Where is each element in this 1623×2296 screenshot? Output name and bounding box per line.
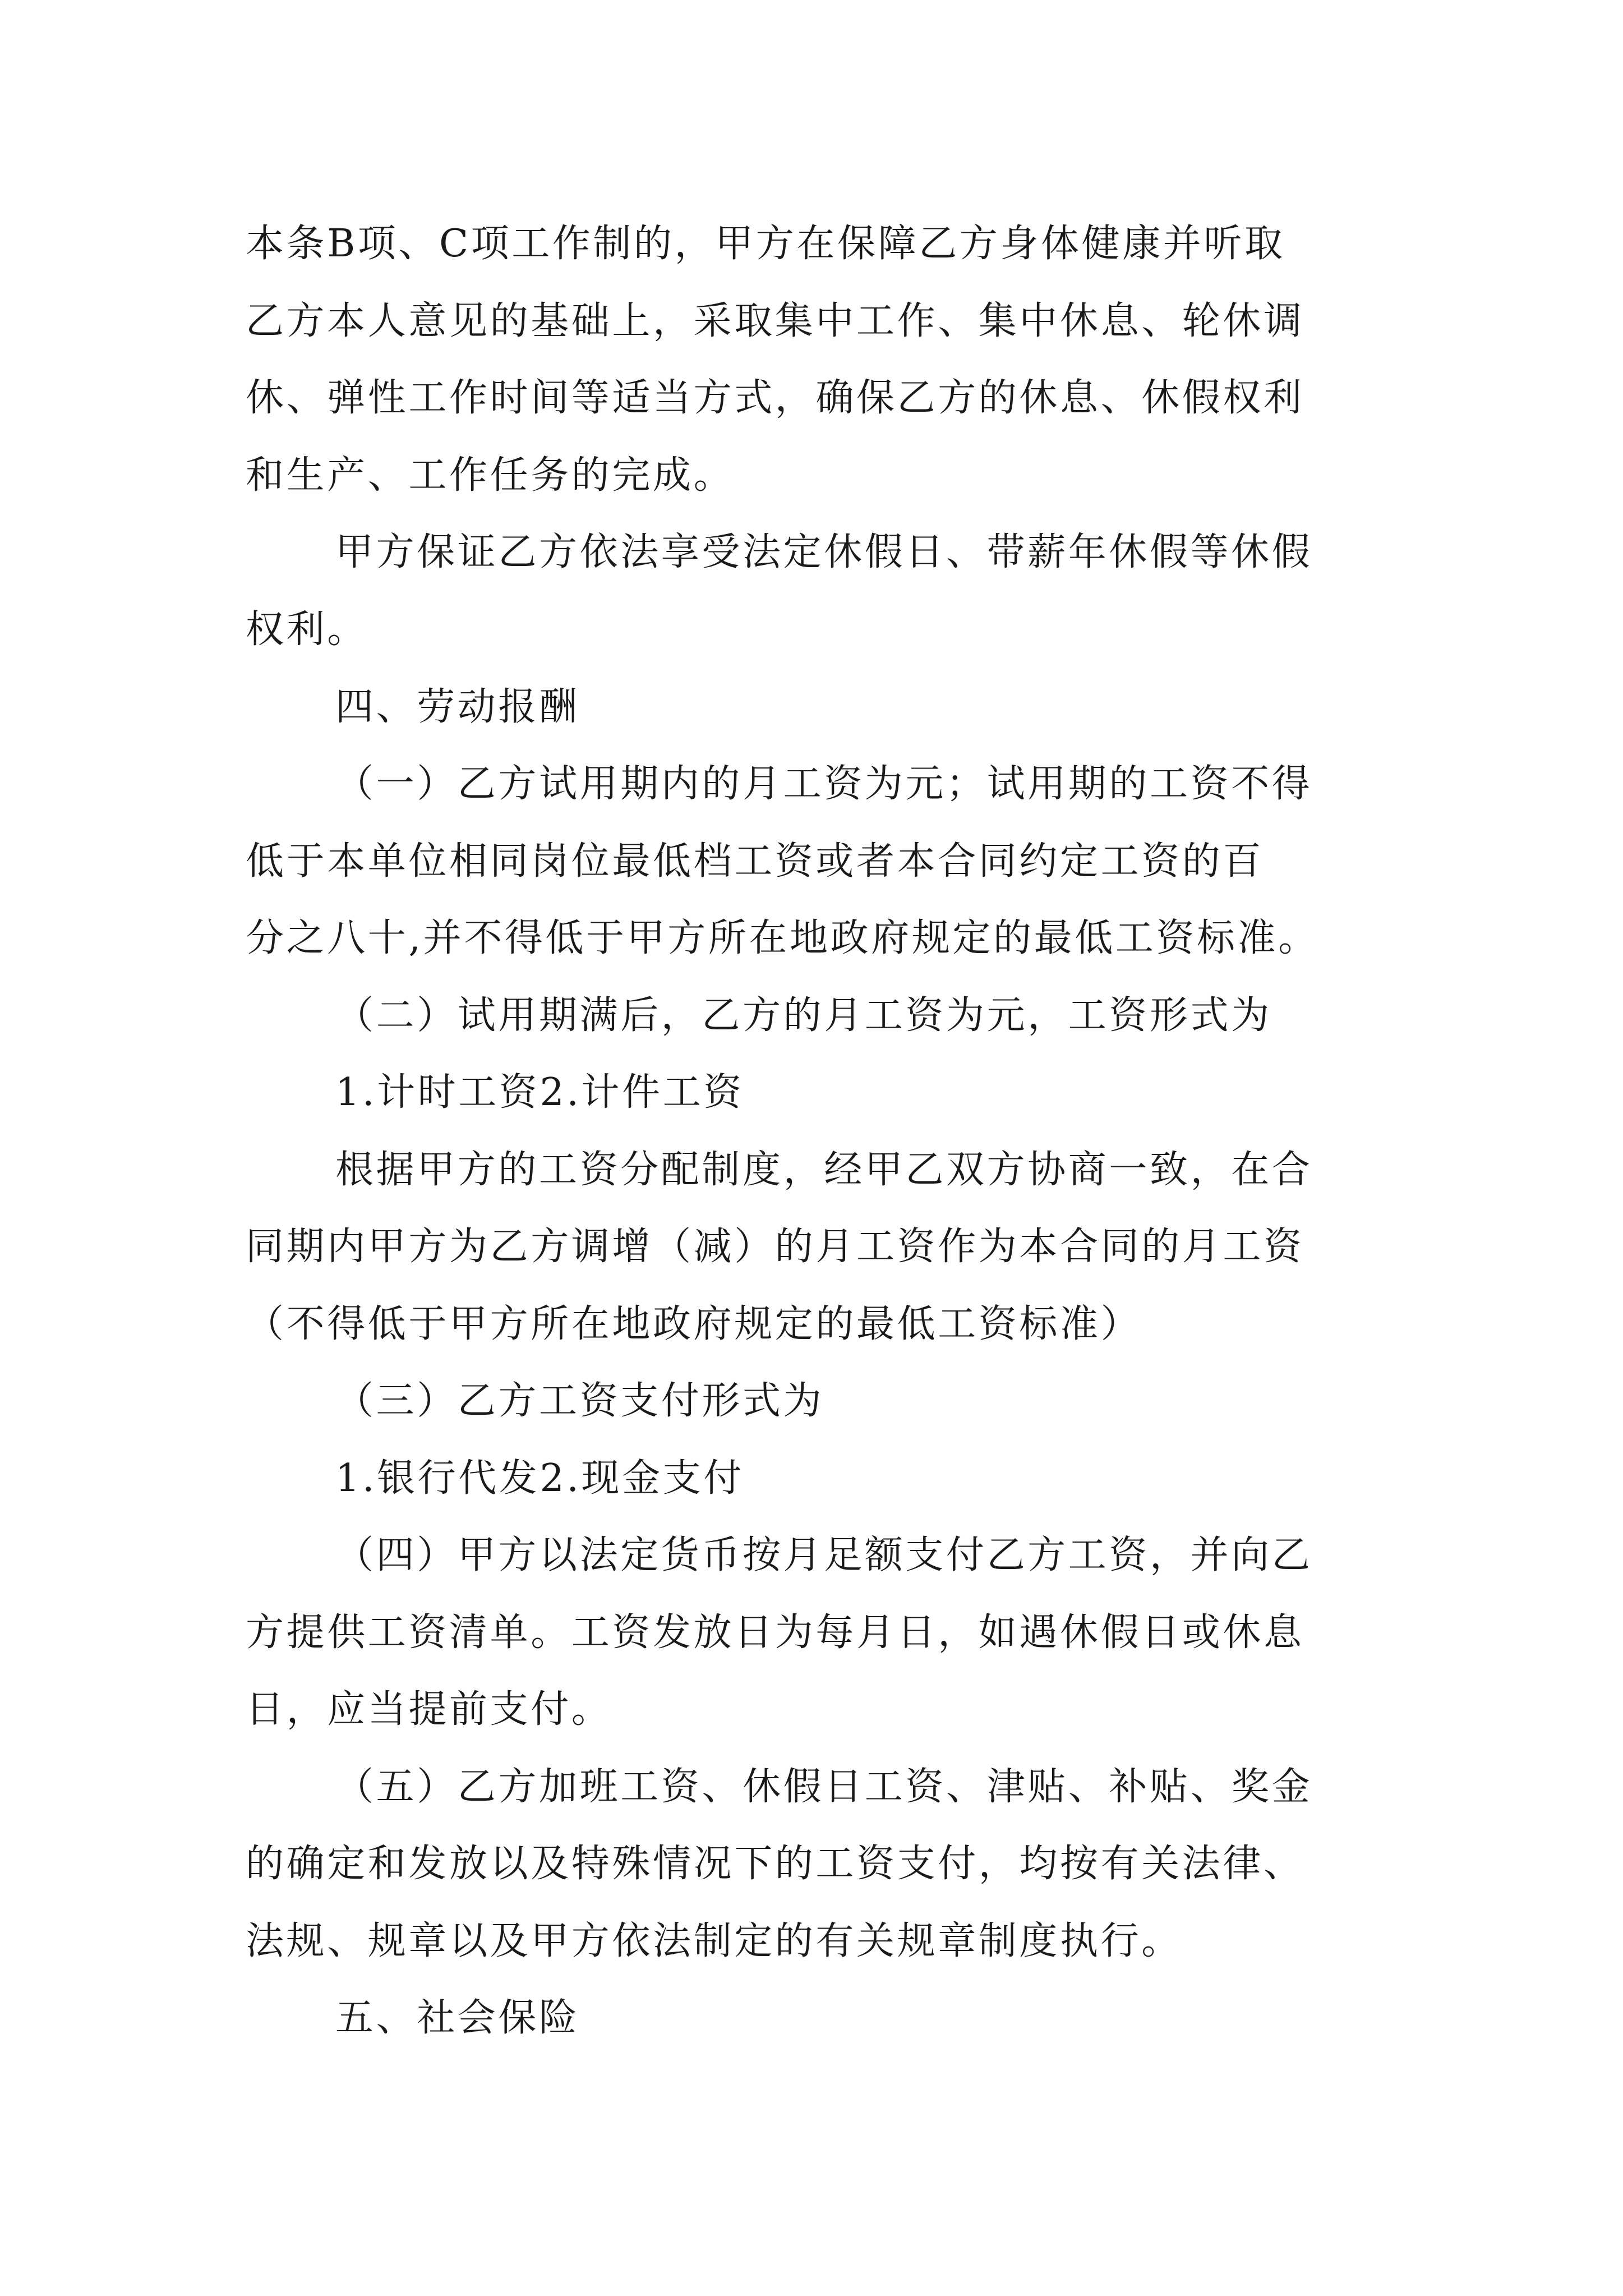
text-line: （一）乙方试用期内的月工资为元；试用期的工资不得: [335, 762, 1313, 806]
text-line: 1.银行代发2.现金支付: [335, 1456, 744, 1501]
text-line: 的确定和发放以及特殊情况下的工资支付，均按有关法律、: [246, 1842, 1304, 1886]
text-line: （不得低于甲方所在地政府规定的最低工资标准）: [246, 1302, 1142, 1346]
text-line: 本条B项、C项工作制的，甲方在保障乙方身体健康并听取: [246, 222, 1285, 266]
text-line: 同期内甲方为乙方调增（减）的月工资作为本合同的月工资: [246, 1225, 1304, 1269]
text-line: 1.计时工资2.计件工资: [335, 1070, 744, 1115]
text-line: 根据甲方的工资分配制度，经甲乙双方协商一致，在合: [335, 1148, 1313, 1192]
text-line: （五）乙方加班工资、休假日工资、津贴、补贴、奖金: [335, 1765, 1313, 1809]
section-heading: 四、劳动报酬: [335, 685, 580, 729]
text-line: 法规、规章以及甲方依法制定的有关规章制度执行。: [246, 1919, 1182, 1963]
section-heading: 五、社会保险: [335, 1996, 580, 2040]
text-line: （三）乙方工资支付形式为: [335, 1379, 824, 1423]
text-line: 休、弹性工作时间等适当方式，确保乙方的休息、休假权利: [246, 376, 1304, 420]
text-line: 和生产、工作任务的完成。: [246, 453, 735, 498]
text-line: 甲方保证乙方依法享受法定休假日、带薪年休假等休假: [335, 530, 1313, 574]
text-line: 低于本单位相同岗位最低档工资或者本合同约定工资的百: [246, 839, 1264, 884]
text-line: 乙方本人意见的基础上，采取集中工作、集中休息、轮休调: [246, 299, 1304, 343]
text-line: 方提供工资清单。工资发放日为每月日，如遇休假日或休息: [246, 1611, 1304, 1655]
text-line: 分之八十,并不得低于甲方所在地政府规定的最低工资标准。: [246, 916, 1319, 960]
text-line: （二）试用期满后，乙方的月工资为元，工资形式为: [335, 993, 1272, 1038]
text-line: （四）甲方以法定货币按月足额支付乙方工资，并向乙: [335, 1533, 1313, 1577]
text-line: 日，应当提前支付。: [246, 1687, 612, 1732]
text-line: 权利。: [246, 608, 368, 652]
